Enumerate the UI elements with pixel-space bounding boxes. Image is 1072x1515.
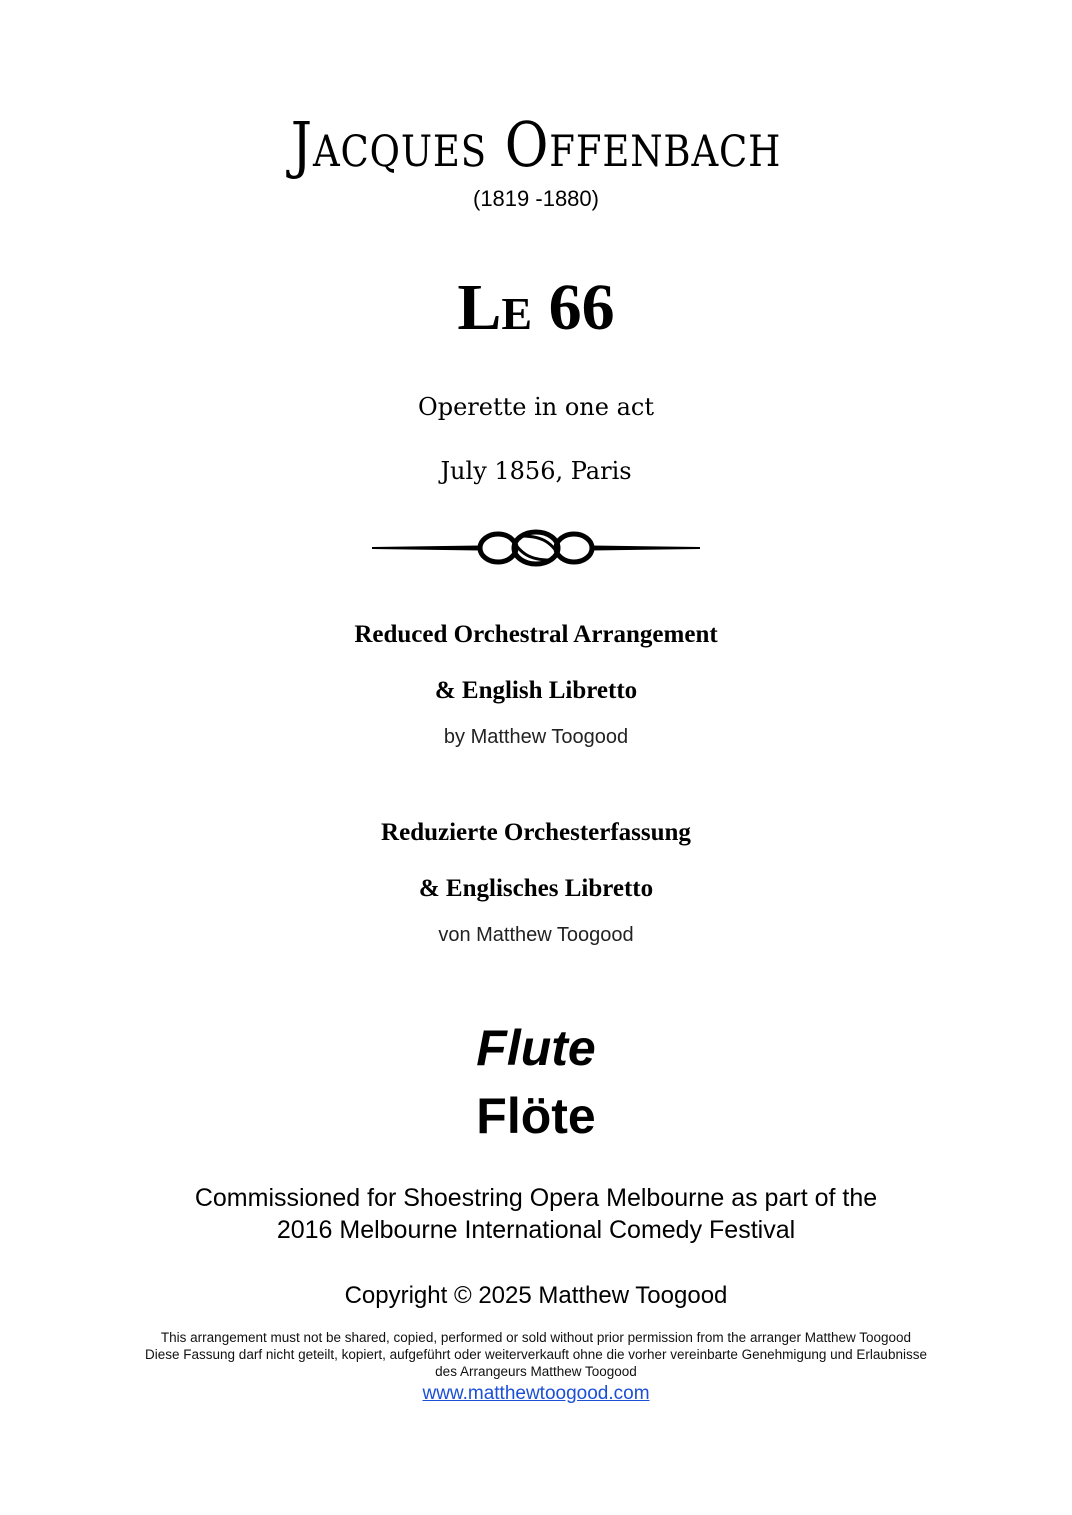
usage-notice-de: Diese Fassung darf nicht geteilt, kopiert, aufgeführt oder weiterverkauft ohne die vorher vereinbarte Genehmigung und Erlaubnisse [145, 1347, 927, 1362]
usage-notice-de-cont: des Arrangeurs Matthew Toogood [435, 1364, 637, 1379]
work-premiere: July 1856, Paris [440, 457, 632, 485]
work-title: Le 66 [457, 271, 615, 344]
instrument-name-english: Flute [476, 1020, 596, 1076]
website-link[interactable]: www.matthewtoogood.com [422, 1383, 650, 1404]
arrangement-de-line2: & Englisches Libretto [418, 875, 654, 902]
arranger-credit-de: von Matthew Toogood [438, 924, 634, 946]
composer-name: Jacques Offenbach [290, 108, 782, 181]
composer-dates: (1819 -1880) [473, 186, 599, 211]
commission-line1: Commissioned for Shoestring Opera Melbourne as part of the [194, 1184, 878, 1212]
website-container [0, 1382, 1072, 1406]
arranger-credit-en: by Matthew Toogood [443, 726, 629, 748]
arrangement-de-line1: Reduzierte Orchesterfassung [381, 819, 691, 846]
arrangement-en-line2: & English Libretto [434, 677, 638, 704]
commission-line2: 2016 Melbourne International Comedy Festival [276, 1216, 796, 1244]
work-genre: Operette in one act [418, 393, 654, 421]
arrangement-en-line1: Reduced Orchestral Arrangement [354, 621, 718, 648]
usage-notice-en: This arrangement must not be shared, copied, performed or sold without prior permission from the arranger Matthew Toogood [160, 1330, 912, 1345]
knot-ornament-icon [370, 524, 702, 572]
instrument-name-german: Flöte [476, 1088, 596, 1144]
copyright-notice: Copyright © 2025 Matthew Toogood [344, 1282, 728, 1309]
